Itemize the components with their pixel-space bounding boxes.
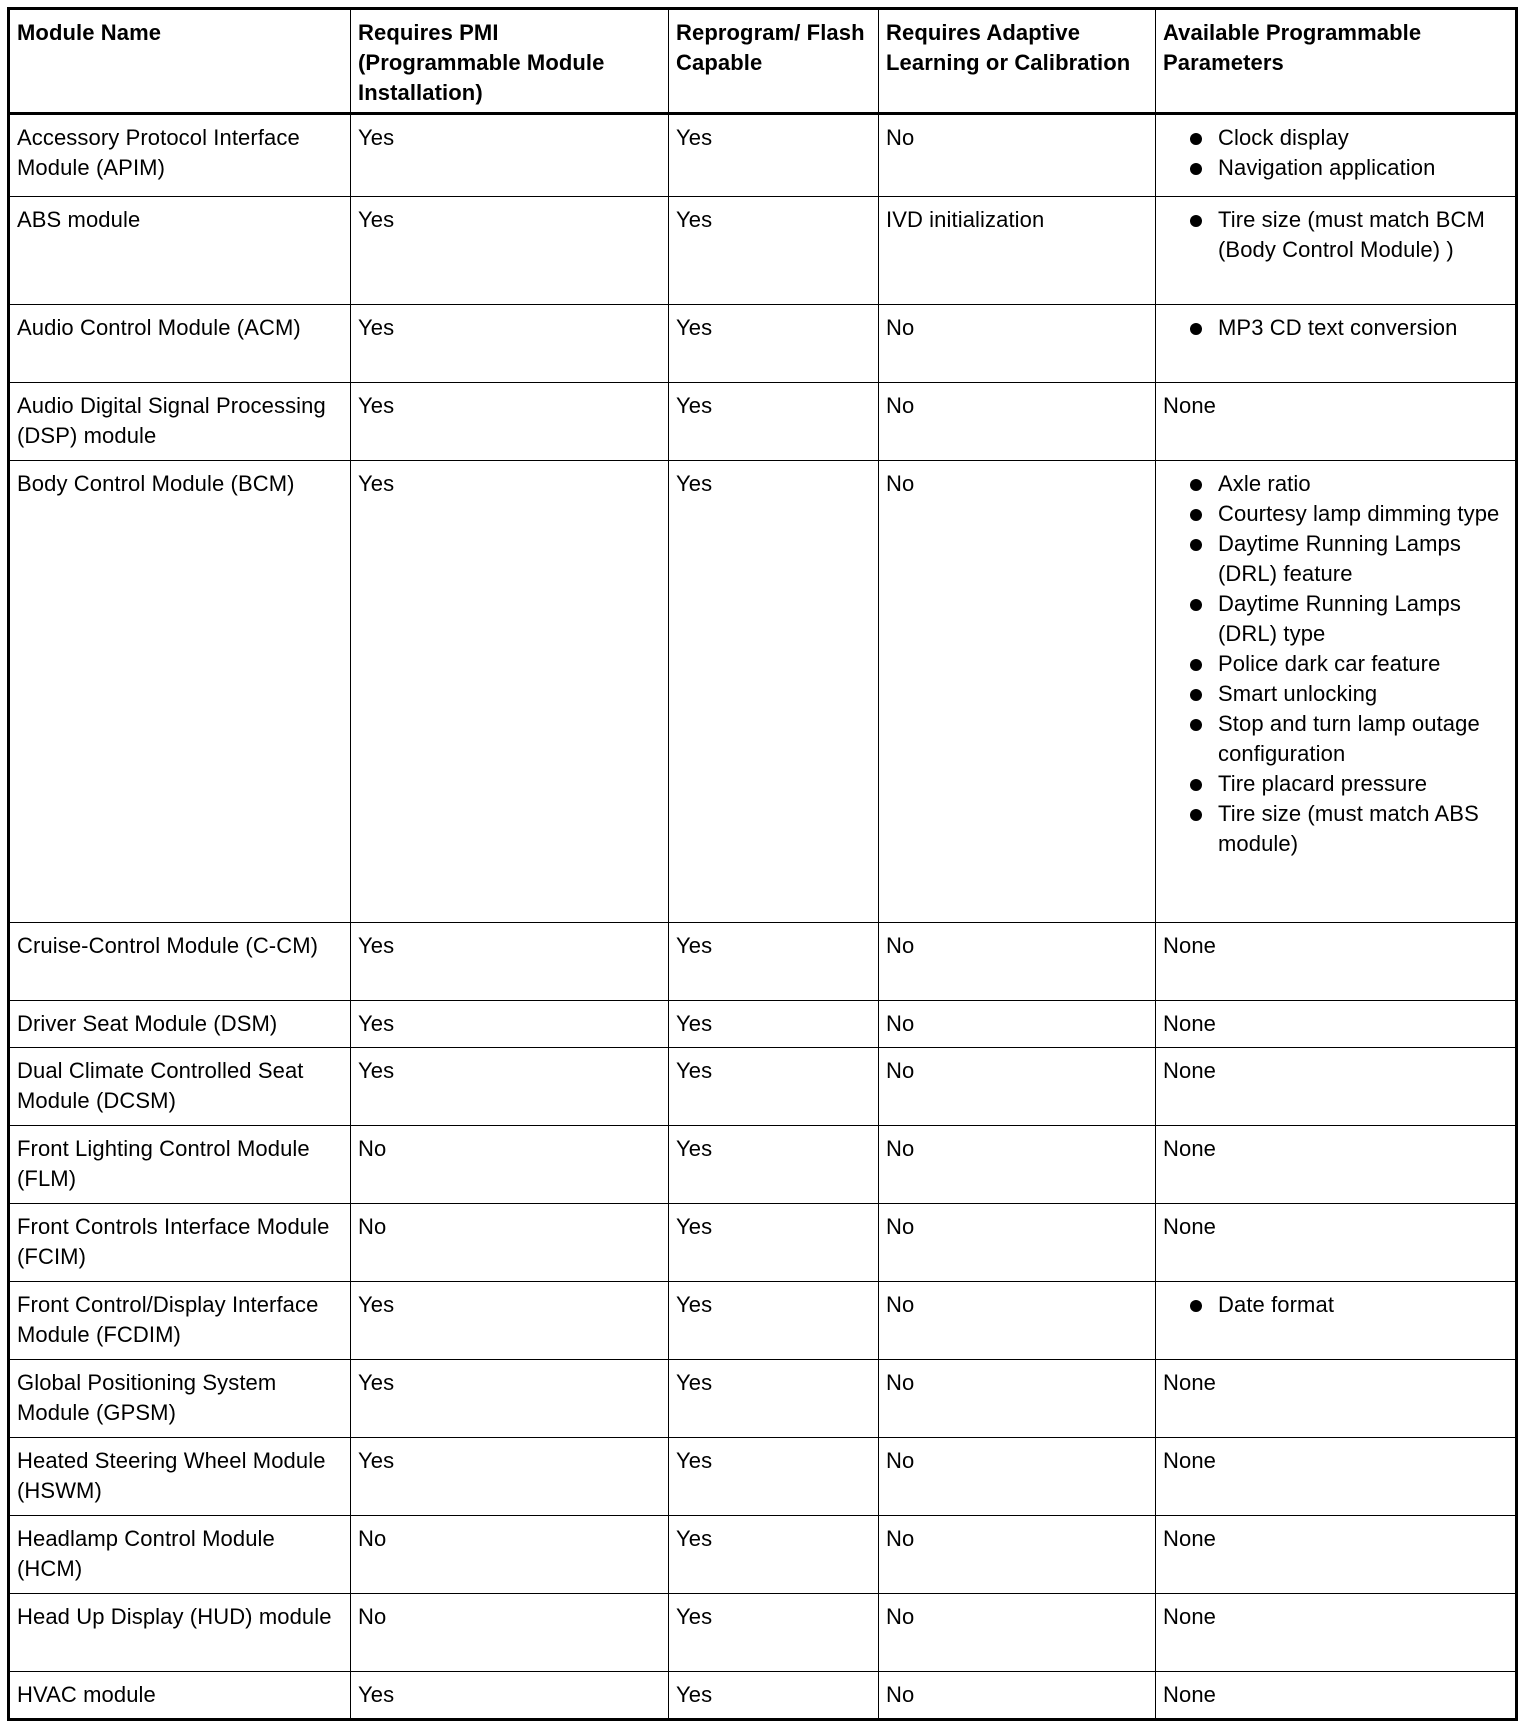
module-programming-table bbox=[7, 7, 1518, 1721]
module-name-cell: Global Positioning System Module (GPSM) bbox=[9, 1360, 351, 1438]
parameters-cell: None bbox=[1156, 383, 1517, 461]
parameters-list bbox=[1163, 1290, 1507, 1320]
module-name-cell: Audio Digital Signal Processing (DSP) module bbox=[9, 383, 351, 461]
parameters-list bbox=[1163, 123, 1507, 183]
parameters-cell bbox=[1156, 114, 1517, 197]
table-row bbox=[9, 305, 1517, 383]
module-name-cell: Body Control Module (BCM) bbox=[9, 461, 351, 923]
adaptive-learning-cell: No bbox=[879, 461, 1156, 923]
adaptive-learning-cell: No bbox=[879, 923, 1156, 1001]
table-row bbox=[9, 114, 1517, 197]
flash-capable-cell: Yes bbox=[669, 1672, 879, 1720]
parameter-item: Tire placard pressure bbox=[1186, 769, 1507, 799]
parameters-cell: None bbox=[1156, 1001, 1517, 1048]
table-row bbox=[9, 1594, 1517, 1672]
flash-capable-cell: Yes bbox=[669, 197, 879, 305]
parameter-item: Stop and turn lamp outage configuration bbox=[1186, 709, 1507, 769]
parameter-item: Daytime Running Lamps (DRL) feature bbox=[1186, 529, 1507, 589]
header-adaptive-learning: Requires Adaptive Learning or Calibration bbox=[879, 9, 1156, 114]
adaptive-learning-cell: No bbox=[879, 1048, 1156, 1126]
flash-capable-cell: Yes bbox=[669, 1204, 879, 1282]
parameters-cell bbox=[1156, 461, 1517, 923]
module-name-cell: Front Lighting Control Module (FLM) bbox=[9, 1126, 351, 1204]
flash-capable-cell: Yes bbox=[669, 1048, 879, 1126]
parameters-cell: None bbox=[1156, 1126, 1517, 1204]
header-programmable-parameters: Available Programmable Parameters bbox=[1156, 9, 1517, 114]
table-row bbox=[9, 1360, 1517, 1438]
parameters-cell: None bbox=[1156, 1360, 1517, 1438]
requires-pmi-cell: Yes bbox=[351, 1672, 669, 1720]
table-row bbox=[9, 1126, 1517, 1204]
requires-pmi-cell: Yes bbox=[351, 197, 669, 305]
flash-capable-cell: Yes bbox=[669, 1594, 879, 1672]
requires-pmi-cell: Yes bbox=[351, 1360, 669, 1438]
parameters-cell bbox=[1156, 1282, 1517, 1360]
parameter-item: Axle ratio bbox=[1186, 469, 1507, 499]
requires-pmi-cell: Yes bbox=[351, 114, 669, 197]
requires-pmi-cell: Yes bbox=[351, 305, 669, 383]
flash-capable-cell: Yes bbox=[669, 383, 879, 461]
parameter-item: Date format bbox=[1186, 1290, 1507, 1320]
module-name-cell: HVAC module bbox=[9, 1672, 351, 1720]
table-row bbox=[9, 1438, 1517, 1516]
adaptive-learning-cell: No bbox=[879, 1516, 1156, 1594]
parameters-list bbox=[1163, 469, 1507, 859]
table-row bbox=[9, 197, 1517, 305]
adaptive-learning-cell: No bbox=[879, 1360, 1156, 1438]
flash-capable-cell: Yes bbox=[669, 1001, 879, 1048]
parameter-item: MP3 CD text conversion bbox=[1186, 313, 1507, 343]
flash-capable-cell: Yes bbox=[669, 114, 879, 197]
requires-pmi-cell: No bbox=[351, 1204, 669, 1282]
requires-pmi-cell: Yes bbox=[351, 1438, 669, 1516]
parameters-cell: None bbox=[1156, 1438, 1517, 1516]
parameters-list bbox=[1163, 313, 1507, 343]
table-body bbox=[9, 114, 1517, 1720]
flash-capable-cell: Yes bbox=[669, 305, 879, 383]
adaptive-learning-cell: No bbox=[879, 114, 1156, 197]
requires-pmi-cell: Yes bbox=[351, 383, 669, 461]
adaptive-learning-cell: No bbox=[879, 1001, 1156, 1048]
requires-pmi-cell: Yes bbox=[351, 1001, 669, 1048]
adaptive-learning-cell: IVD initialization bbox=[879, 197, 1156, 305]
parameter-item: Tire size (must match ABS module) bbox=[1186, 799, 1507, 859]
adaptive-learning-cell: No bbox=[879, 1282, 1156, 1360]
table-row bbox=[9, 1204, 1517, 1282]
table-row bbox=[9, 383, 1517, 461]
adaptive-learning-cell: No bbox=[879, 1126, 1156, 1204]
module-name-cell: Driver Seat Module (DSM) bbox=[9, 1001, 351, 1048]
adaptive-learning-cell: No bbox=[879, 1594, 1156, 1672]
module-name-cell: Head Up Display (HUD) module bbox=[9, 1594, 351, 1672]
table-row bbox=[9, 461, 1517, 923]
module-name-cell: Accessory Protocol Interface Module (APIM) bbox=[9, 114, 351, 197]
flash-capable-cell: Yes bbox=[669, 1282, 879, 1360]
parameter-item: Smart unlocking bbox=[1186, 679, 1507, 709]
parameter-item: Navigation application bbox=[1186, 153, 1507, 183]
table-row bbox=[9, 1516, 1517, 1594]
module-name-cell: Heated Steering Wheel Module (HSWM) bbox=[9, 1438, 351, 1516]
table-row bbox=[9, 923, 1517, 1001]
module-name-cell: Headlamp Control Module (HCM) bbox=[9, 1516, 351, 1594]
parameter-item: Courtesy lamp dimming type bbox=[1186, 499, 1507, 529]
requires-pmi-cell: No bbox=[351, 1126, 669, 1204]
adaptive-learning-cell: No bbox=[879, 383, 1156, 461]
requires-pmi-cell: Yes bbox=[351, 923, 669, 1001]
table-row bbox=[9, 1282, 1517, 1360]
module-name-cell: Cruise-Control Module (C-CM) bbox=[9, 923, 351, 1001]
parameters-list bbox=[1163, 205, 1507, 265]
table-row bbox=[9, 1672, 1517, 1720]
parameter-item: Daytime Running Lamps (DRL) type bbox=[1186, 589, 1507, 649]
table-row bbox=[9, 1048, 1517, 1126]
flash-capable-cell: Yes bbox=[669, 1438, 879, 1516]
parameter-item: Clock display bbox=[1186, 123, 1507, 153]
requires-pmi-cell: Yes bbox=[351, 1048, 669, 1126]
flash-capable-cell: Yes bbox=[669, 923, 879, 1001]
adaptive-learning-cell: No bbox=[879, 1672, 1156, 1720]
parameters-cell: None bbox=[1156, 1204, 1517, 1282]
module-name-cell: Front Controls Interface Module (FCIM) bbox=[9, 1204, 351, 1282]
header-requires-pmi: Requires PMI (Programmable Module Installation) bbox=[351, 9, 669, 114]
adaptive-learning-cell: No bbox=[879, 1204, 1156, 1282]
requires-pmi-cell: No bbox=[351, 1594, 669, 1672]
module-name-cell: Audio Control Module (ACM) bbox=[9, 305, 351, 383]
module-name-cell: ABS module bbox=[9, 197, 351, 305]
requires-pmi-cell: Yes bbox=[351, 1282, 669, 1360]
module-name-cell: Dual Climate Controlled Seat Module (DCSM) bbox=[9, 1048, 351, 1126]
header-module-name: Module Name bbox=[9, 9, 351, 114]
requires-pmi-cell: No bbox=[351, 1516, 669, 1594]
adaptive-learning-cell: No bbox=[879, 1438, 1156, 1516]
parameters-cell bbox=[1156, 197, 1517, 305]
parameters-cell: None bbox=[1156, 1516, 1517, 1594]
flash-capable-cell: Yes bbox=[669, 461, 879, 923]
parameters-cell: None bbox=[1156, 923, 1517, 1001]
parameter-item: Police dark car feature bbox=[1186, 649, 1507, 679]
parameters-cell: None bbox=[1156, 1672, 1517, 1720]
adaptive-learning-cell: No bbox=[879, 305, 1156, 383]
flash-capable-cell: Yes bbox=[669, 1516, 879, 1594]
table-row bbox=[9, 1001, 1517, 1048]
parameters-cell bbox=[1156, 305, 1517, 383]
table-header-row bbox=[9, 9, 1517, 114]
module-name-cell: Front Control/Display Interface Module (FCDIM) bbox=[9, 1282, 351, 1360]
flash-capable-cell: Yes bbox=[669, 1126, 879, 1204]
requires-pmi-cell: Yes bbox=[351, 461, 669, 923]
parameter-item: Tire size (must match BCM (Body Control Module) ) bbox=[1186, 205, 1507, 265]
parameters-cell: None bbox=[1156, 1594, 1517, 1672]
parameters-cell: None bbox=[1156, 1048, 1517, 1126]
flash-capable-cell: Yes bbox=[669, 1360, 879, 1438]
header-reprogram-flash: Reprogram/ Flash Capable bbox=[669, 9, 879, 114]
